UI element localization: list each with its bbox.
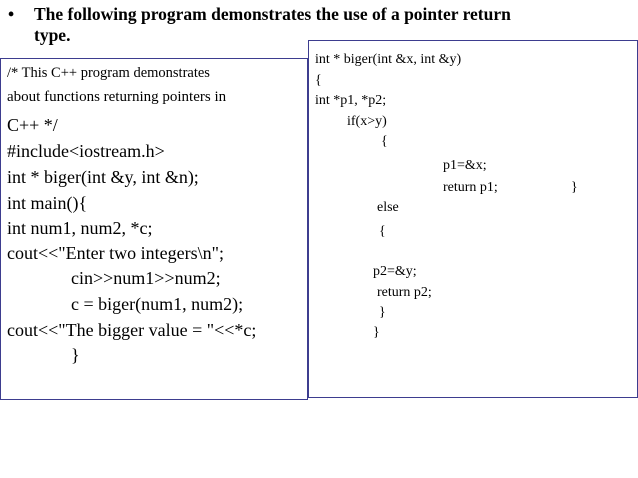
code-line-part: about functions returning pointers in <box>7 89 227 105</box>
code-line: int * biger(int &y, int &n); <box>7 167 199 187</box>
code-line: cout<<"Enter two integers\n"; <box>7 243 224 263</box>
code-line: int main(){ <box>7 193 88 213</box>
code-line: cout<<"The bigger value = "<<*c; <box>7 320 257 340</box>
main-program-code-box <box>0 58 308 400</box>
code-line: return p1; <box>443 180 498 195</box>
code-line: } <box>373 325 380 340</box>
code-line: #include<iostream.h> <box>7 141 165 161</box>
code-line: p1=&x; <box>443 158 487 173</box>
code-line <box>7 89 226 106</box>
code-line: } <box>71 345 80 365</box>
code-line: C++ */ <box>7 115 58 135</box>
code-line: { <box>315 73 322 88</box>
code-line: cin>>num1>>num2; <box>71 268 221 288</box>
code-line: int *p1, *p2; <box>315 93 387 108</box>
code-line: return p2; <box>377 285 432 300</box>
code-line: if(x>y) <box>347 114 387 129</box>
code-line: } <box>379 305 386 320</box>
code-line: { <box>379 224 386 239</box>
heading-line-1: The following program demonstrates the use of a pointer return <box>34 4 511 24</box>
code-line: { <box>381 134 388 149</box>
code-line: int * biger(int &x, int &y) <box>315 52 462 67</box>
code-line: int num1, num2, *c; <box>7 218 153 238</box>
code-line: /* This C++ program demonstrates <box>7 65 210 81</box>
heading-line-2: type. <box>34 25 71 45</box>
code-line: } <box>571 180 578 195</box>
bullet-icon: • <box>8 4 15 24</box>
biger-function-code-box <box>308 40 638 398</box>
code-line: p2=&y; <box>373 264 417 279</box>
code-line: c = biger(num1, num2); <box>71 294 244 314</box>
code-line: else <box>377 200 399 215</box>
